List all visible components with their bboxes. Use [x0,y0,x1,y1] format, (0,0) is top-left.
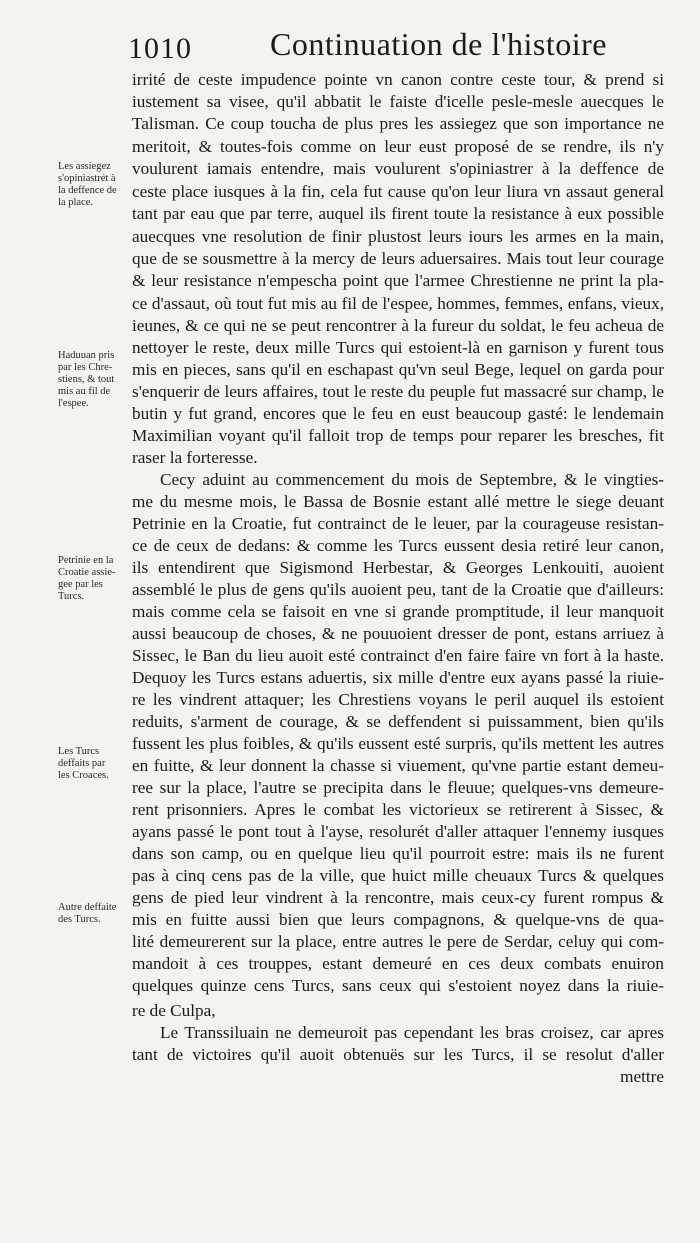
margin-note [58,902,134,926]
margin-note-line: gee par les [58,579,103,590]
text-line: voulurent iamais entendre, mais voulurent s'opiniastrer à la deffence de [132,159,664,178]
text-line: pas à cinq cens pas de la ville, que huict mille cheuaux Turcs & quelques [132,866,664,885]
margin-note [58,555,134,603]
text-line: ce de ceux de dedans: & comme les Turcs eussent desia retiré leur canon, [132,536,664,555]
margin-note-line: Autre deffaite [58,902,117,913]
text-line: ce d'assaut, où tout fut mis au fil de l'espee, hommes, femmes, enfans, vieux, [132,294,664,313]
margin-note-line: la place. [58,197,93,208]
text-line: mais comme cela se faisoit en vne si grande promptitude, il leur manquoit [132,602,664,621]
margin-note-line: l'espee. [58,398,89,409]
text-line: Petrinie en la Croatie, fut contrainct de le leuer, par la courageuse resistan- [132,514,664,533]
text-line: tant de victoires qu'il auoit obtenuës sur les Turcs, il se resolut d'aller [132,1045,664,1064]
running-title: Continuation de l'histoire [270,26,607,62]
margin-note [58,746,134,782]
margin-note-line: Haduuan pris [58,350,115,361]
text-line: lité demeurerent sur la place, entre autres le pere de Serdar, celuy qui com- [132,932,664,951]
text-line: reduits, s'arment de courage, & se deffendent si puissamment, bien qu'ils [132,712,664,731]
margin-note-line: des Turcs. [58,914,101,925]
text-line: rent prisonniers. Apres le combat les victorieux se retirerent à Sissec, & [132,800,664,819]
text-line: dans son camp, ou en quelque lieu qu'il pourroit estre: mais ils ne furent [132,844,664,863]
margin-note-line: stiens, & tout [58,374,115,385]
text-line: meritoit, & toutes-fois comme on leur eust proposé de se rendre, ils n'y [132,137,664,156]
margin-note-line: par les Chre- [58,362,113,373]
paragraph-start-line: Le Transsiluain ne demeuroit pas cependant les bras croisez, car apres [160,1023,664,1042]
text-line: ree sur la place, l'autre se precipita dans le fleuue; quelques-vns demeure- [132,778,664,797]
text-line: & leur resistance n'empescha point que l'armee Chrestienne ne print la pla- [132,271,664,290]
margin-note [58,161,134,209]
text-line: ils entendirent que Sigismond Herbestar, & Georges Lenkouiti, auoient [132,558,664,577]
text-line: ayans passé le pont tout à l'ayse, resolurét d'aller attaquer l'ennemy iusques [132,822,664,841]
text-line: mandoit à ces trouppes, estant demeuré en ces deux combats enuiron [132,954,664,973]
catchword: mettre [620,1067,664,1086]
text-line: butin y fut grand, encores que le feu en eust beaucoup gasté: le lendemain [132,404,664,423]
text-line: me du mesme mois, le Bassa de Bosnie estant allé mettre le siege deuant [132,492,664,511]
text-line: mis en fuitte aussi bien que leurs compagnons, & quelque-vns de qua- [132,910,664,929]
text-line: aussi beaucoup de choses, & ne pouuoient dresser de pont, estans arriuez à [132,624,664,643]
text-line: nettoyer le reste, deux mille Turcs qui estoient-là en garnison y furent tous [132,338,664,357]
text-line: s'enquerir de leurs affaires, tout le reste du peuple fut massacré sur champ, le [132,382,664,401]
text-line: assemblé le plus de gens qu'ils auoient peu, tant de la Croatie que d'ailleurs: [132,580,664,599]
margin-note-line: mis au fil de [58,386,111,397]
text-line: que de se sousmettre à la mercy de leurs aduersaires. Mais tout leur courage [132,249,664,268]
text-line: mis en pieces, sans qu'il en eschapast qu'vn seul Bege, lequel on garda pour [132,360,664,379]
text-line: Maximilian voyant qu'il falloit trop de temps pour reparer les bresches, fit [132,426,664,445]
paragraph-start-line: Cecy aduint au commencement du mois de Septembre, & le vingties- [160,470,664,489]
text-line: irrité de ceste impudence pointe vn canon contre ceste tour, & prend si [132,70,664,89]
text-line: tant par eau que par terre, auquel ils firent toute la resistance à eux possible [132,204,664,223]
text-line: re les vindrent attaquer; les Chrestiens voyans le peril auquel ils estoient [132,690,664,709]
text-line: auecques vne resolution de finir plustost leurs iours les armes en la main, [132,227,664,246]
margin-note-line: Les Turcs [58,746,100,757]
margin-note-line: Croatie assie- [58,567,116,578]
text-line: ieunes, & ce qui ne se peut rencontrer à la fureur du soldat, le feu acheua de [132,316,664,335]
text-line: quelques quinze cens Turcs, sans ceux qui s'estoient noyez dans la riuie- [132,976,664,995]
text-line: gens de pied leur vindrent à la rencontre, mais ceux-cy furent rompus & [132,888,664,907]
margin-note-line: deffaits par [58,758,106,769]
text-line: raser la forteresse. [132,448,258,467]
text-line: iustement sa visee, qu'il abbatit le faiste d'icelle pesle-mesle auecques le [132,92,664,111]
margin-note-line: les Croaces. [58,770,109,781]
margin-note-line: Petrinie en la [58,555,114,566]
page-number: 1010 [128,32,192,65]
margin-note-line: s'opiniastrét à [58,173,116,184]
text-line: en fuitte, & leur donnent la chasse si viuement, qu'vne partie estant demeu- [132,756,664,775]
margin-note-line: Les assiegez [58,161,111,172]
text-line: re de Culpa, [132,1001,216,1020]
margin-note-line: la deffence de [58,185,117,196]
margin-note [58,350,134,410]
text-line: Sissec, le Ban du lieu auoit esté contrainct d'en faire faire vn fort à la haste. [132,646,664,665]
text-line: Dequoy les Turcs estans aduertis, six mille d'entre eux ayans passé la riuie- [132,668,664,687]
margin-note-line: Turcs. [58,591,85,602]
text-line: fussent les plus foibles, & qu'ils eussent esté surpris, qu'ils mettent les autres [132,734,664,753]
text-line: ceste place iusques à la fin, cela fut cause qu'on leur liura vn assaut general [132,182,664,201]
text-line: Talisman. Ce coup toucha de plus pres les assiegez que son importance ne [132,114,664,133]
